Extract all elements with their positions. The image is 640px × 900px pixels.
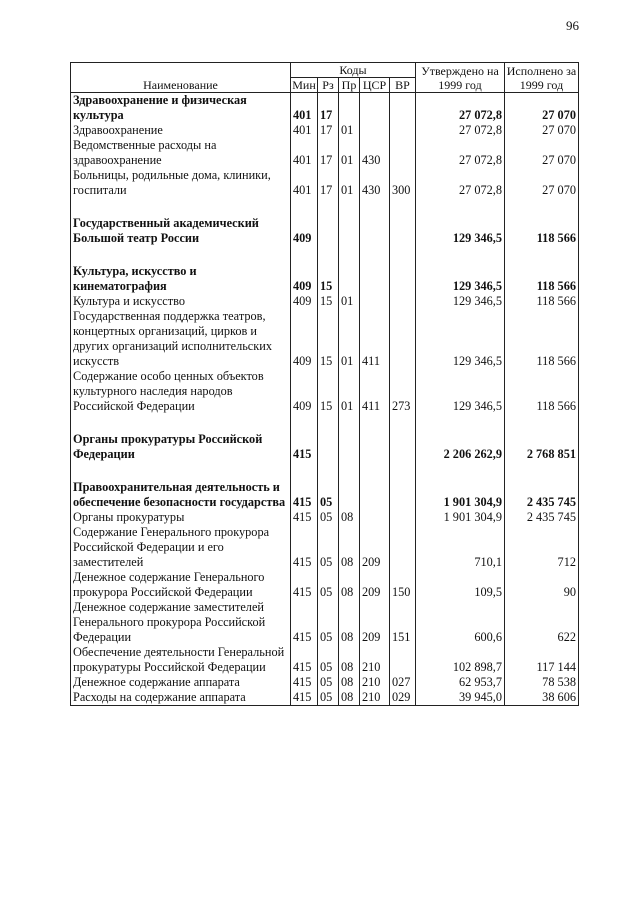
cell-executed: 27 070: [505, 168, 579, 198]
cell-vr: 273: [390, 369, 416, 414]
cell-approved: 1 901 304,9: [416, 480, 505, 510]
header-approved: Утверждено на 1999 год: [416, 63, 505, 93]
cell-pr: 08: [339, 690, 360, 706]
cell-min: 401: [291, 123, 318, 138]
cell-name: Обеспечение деятельности Генеральной прокуратуры Российской Федерации: [71, 645, 291, 675]
spacer-cell: [71, 198, 291, 216]
cell-name: Денежное содержание аппарата: [71, 675, 291, 690]
table-row: [71, 510, 579, 525]
spacer-cell: [505, 198, 579, 216]
cell-executed: 118 566: [505, 369, 579, 414]
spacer-cell: [339, 198, 360, 216]
spacer-cell: [390, 198, 416, 216]
cell-vr: 150: [390, 570, 416, 600]
cell-name: Содержание Генерального прокурора Российской Федерации и его заместителей: [71, 525, 291, 570]
cell-approved: 27 072,8: [416, 168, 505, 198]
spacer-cell: [390, 246, 416, 264]
cell-min: 409: [291, 294, 318, 309]
cell-rz: 17: [318, 123, 339, 138]
spacer-cell: [505, 462, 579, 480]
spacer-cell: [360, 198, 390, 216]
cell-rz: [318, 432, 339, 462]
cell-rz: 05: [318, 600, 339, 645]
cell-approved: 710,1: [416, 525, 505, 570]
cell-vr: [390, 216, 416, 246]
cell-min: 415: [291, 675, 318, 690]
page-number: 96: [566, 18, 579, 33]
cell-name: Здравоохранение: [71, 123, 291, 138]
spacer-cell: [505, 246, 579, 264]
cell-csr: 430: [360, 138, 390, 168]
spacer-cell: [291, 414, 318, 432]
cell-csr: 411: [360, 309, 390, 369]
table-row: [71, 570, 579, 600]
spacer-row: [71, 462, 579, 480]
cell-name: Органы прокуратуры Российской Федерации: [71, 432, 291, 462]
spacer-cell: [360, 462, 390, 480]
cell-executed: 118 566: [505, 294, 579, 309]
cell-min: 415: [291, 600, 318, 645]
cell-approved: 62 953,7: [416, 675, 505, 690]
cell-pr: 08: [339, 645, 360, 675]
cell-approved: 129 346,5: [416, 369, 505, 414]
cell-csr: 210: [360, 690, 390, 706]
cell-vr: [390, 309, 416, 369]
cell-csr: [360, 216, 390, 246]
table-row: [71, 138, 579, 168]
table-row: [71, 216, 579, 246]
cell-rz: 17: [318, 168, 339, 198]
cell-vr: 029: [390, 690, 416, 706]
spacer-cell: [318, 246, 339, 264]
cell-executed: 118 566: [505, 264, 579, 294]
cell-executed: 78 538: [505, 675, 579, 690]
spacer-cell: [390, 414, 416, 432]
spacer-row: [71, 246, 579, 264]
header-executed: Исполнено за 1999 год: [505, 63, 579, 93]
cell-name: Ведомственные расходы на здравоохранение: [71, 138, 291, 168]
cell-executed: 622: [505, 600, 579, 645]
cell-vr: [390, 645, 416, 675]
table-row: [71, 432, 579, 462]
header-pr: Пр: [339, 78, 360, 93]
table-row: [71, 93, 579, 124]
cell-vr: 151: [390, 600, 416, 645]
cell-min: 401: [291, 168, 318, 198]
spacer-cell: [318, 462, 339, 480]
header-name: Наименование: [71, 63, 291, 93]
cell-csr: [360, 294, 390, 309]
cell-csr: 209: [360, 600, 390, 645]
cell-pr: 01: [339, 123, 360, 138]
cell-vr: [390, 123, 416, 138]
cell-executed: 117 144: [505, 645, 579, 675]
cell-csr: [360, 432, 390, 462]
table-row: [71, 690, 579, 706]
cell-approved: 129 346,5: [416, 309, 505, 369]
cell-name: Культура и искусство: [71, 294, 291, 309]
cell-executed: 2 435 745: [505, 510, 579, 525]
cell-csr: 411: [360, 369, 390, 414]
cell-csr: 209: [360, 570, 390, 600]
spacer-cell: [339, 462, 360, 480]
cell-approved: 27 072,8: [416, 93, 505, 124]
spacer-cell: [291, 462, 318, 480]
spacer-row: [71, 198, 579, 216]
header-rz: Рз: [318, 78, 339, 93]
table-row: [71, 264, 579, 294]
cell-name: Государственная поддержка театров, концертных организаций, цирков и других организаций исполнительских искусств: [71, 309, 291, 369]
cell-min: 409: [291, 369, 318, 414]
cell-vr: [390, 510, 416, 525]
cell-rz: 15: [318, 369, 339, 414]
table-row: [71, 294, 579, 309]
cell-approved: 1 901 304,9: [416, 510, 505, 525]
cell-executed: 27 070: [505, 93, 579, 124]
cell-name: Больницы, родильные дома, клиники, госпитали: [71, 168, 291, 198]
cell-csr: 210: [360, 675, 390, 690]
cell-approved: 2 206 262,9: [416, 432, 505, 462]
cell-vr: [390, 138, 416, 168]
cell-vr: [390, 93, 416, 124]
cell-vr: 300: [390, 168, 416, 198]
cell-vr: [390, 432, 416, 462]
spacer-row: [71, 414, 579, 432]
cell-pr: [339, 264, 360, 294]
cell-csr: [360, 510, 390, 525]
table-row: [71, 600, 579, 645]
cell-pr: 01: [339, 138, 360, 168]
cell-vr: [390, 294, 416, 309]
cell-min: 415: [291, 645, 318, 675]
cell-pr: 01: [339, 369, 360, 414]
spacer-cell: [291, 246, 318, 264]
spacer-cell: [339, 246, 360, 264]
cell-approved: 600,6: [416, 600, 505, 645]
spacer-cell: [505, 414, 579, 432]
cell-rz: 15: [318, 264, 339, 294]
cell-name: Денежное содержание заместителей Генерального прокурора Российской Федерации: [71, 600, 291, 645]
cell-csr: 209: [360, 525, 390, 570]
header-min: Мин: [292, 78, 316, 92]
cell-csr: [360, 264, 390, 294]
cell-pr: 08: [339, 570, 360, 600]
cell-rz: 05: [318, 645, 339, 675]
cell-approved: 129 346,5: [416, 216, 505, 246]
table-body: [71, 93, 579, 706]
cell-executed: 38 606: [505, 690, 579, 706]
cell-rz: 05: [318, 525, 339, 570]
cell-min: 415: [291, 570, 318, 600]
cell-approved: 109,5: [416, 570, 505, 600]
cell-pr: 08: [339, 600, 360, 645]
cell-rz: 05: [318, 510, 339, 525]
cell-executed: 27 070: [505, 138, 579, 168]
cell-csr: [360, 480, 390, 510]
cell-name: Правоохранительная деятельность и обеспечение безопасности государства: [71, 480, 291, 510]
table-row: [71, 168, 579, 198]
cell-csr: 210: [360, 645, 390, 675]
cell-name: Содержание особо ценных объектов культурного наследия народов Российской Федерации: [71, 369, 291, 414]
cell-min: 401: [291, 138, 318, 168]
cell-vr: [390, 264, 416, 294]
cell-rz: 05: [318, 690, 339, 706]
spacer-cell: [291, 198, 318, 216]
cell-min: 415: [291, 690, 318, 706]
cell-name: Государственный академический Большой театр России: [71, 216, 291, 246]
cell-pr: [339, 432, 360, 462]
cell-min: 415: [291, 432, 318, 462]
cell-min: 409: [291, 216, 318, 246]
cell-min: 401: [291, 93, 318, 124]
cell-vr: [390, 525, 416, 570]
table-row: [71, 645, 579, 675]
cell-pr: [339, 480, 360, 510]
cell-rz: 15: [318, 294, 339, 309]
spacer-cell: [416, 246, 505, 264]
header-vr: ВР: [390, 78, 416, 93]
cell-pr: 08: [339, 525, 360, 570]
spacer-cell: [360, 246, 390, 264]
cell-vr: 027: [390, 675, 416, 690]
spacer-cell: [318, 198, 339, 216]
table-row: [71, 123, 579, 138]
spacer-cell: [71, 462, 291, 480]
cell-name: Органы прокуратуры: [71, 510, 291, 525]
cell-executed: 118 566: [505, 216, 579, 246]
cell-vr: [390, 480, 416, 510]
cell-executed: 27 070: [505, 123, 579, 138]
table-row: [71, 369, 579, 414]
cell-pr: 08: [339, 675, 360, 690]
cell-min: 415: [291, 525, 318, 570]
cell-executed: 90: [505, 570, 579, 600]
spacer-cell: [360, 414, 390, 432]
cell-name: Денежное содержание Генерального прокурора Российской Федерации: [71, 570, 291, 600]
table-row: [71, 480, 579, 510]
cell-pr: 01: [339, 294, 360, 309]
cell-csr: [360, 123, 390, 138]
cell-rz: 05: [318, 675, 339, 690]
cell-pr: 01: [339, 309, 360, 369]
spacer-cell: [416, 414, 505, 432]
cell-pr: 08: [339, 510, 360, 525]
cell-approved: 27 072,8: [416, 138, 505, 168]
spacer-cell: [318, 414, 339, 432]
cell-rz: 17: [318, 93, 339, 124]
cell-name: Расходы на содержание аппарата: [71, 690, 291, 706]
spacer-cell: [416, 462, 505, 480]
cell-csr: 430: [360, 168, 390, 198]
table-header: [71, 63, 579, 93]
cell-pr: 01: [339, 168, 360, 198]
cell-approved: 39 945,0: [416, 690, 505, 706]
cell-rz: 17: [318, 138, 339, 168]
header-codes: Коды: [291, 63, 416, 78]
cell-pr: [339, 93, 360, 124]
spacer-cell: [416, 198, 505, 216]
spacer-cell: [390, 462, 416, 480]
cell-approved: 129 346,5: [416, 264, 505, 294]
cell-rz: 15: [318, 309, 339, 369]
cell-executed: 2 435 745: [505, 480, 579, 510]
budget-table: [70, 62, 579, 706]
cell-rz: 05: [318, 570, 339, 600]
cell-approved: 27 072,8: [416, 123, 505, 138]
table-row: [71, 675, 579, 690]
cell-min: 409: [291, 264, 318, 294]
cell-executed: 712: [505, 525, 579, 570]
header-csr: ЦСР: [360, 78, 390, 93]
spacer-cell: [71, 414, 291, 432]
cell-approved: 129 346,5: [416, 294, 505, 309]
cell-min: 415: [291, 480, 318, 510]
cell-executed: 2 768 851: [505, 432, 579, 462]
cell-rz: [318, 216, 339, 246]
cell-rz: 05: [318, 480, 339, 510]
cell-approved: 102 898,7: [416, 645, 505, 675]
cell-name: Культура, искусство и кинематография: [71, 264, 291, 294]
cell-executed: 118 566: [505, 309, 579, 369]
table-row: [71, 309, 579, 369]
table-row: [71, 525, 579, 570]
spacer-cell: [71, 246, 291, 264]
cell-csr: [360, 93, 390, 124]
cell-min: 415: [291, 510, 318, 525]
spacer-cell: [339, 414, 360, 432]
cell-min: 409: [291, 309, 318, 369]
cell-name: Здравоохранение и физическая культура: [71, 93, 291, 124]
cell-pr: [339, 216, 360, 246]
